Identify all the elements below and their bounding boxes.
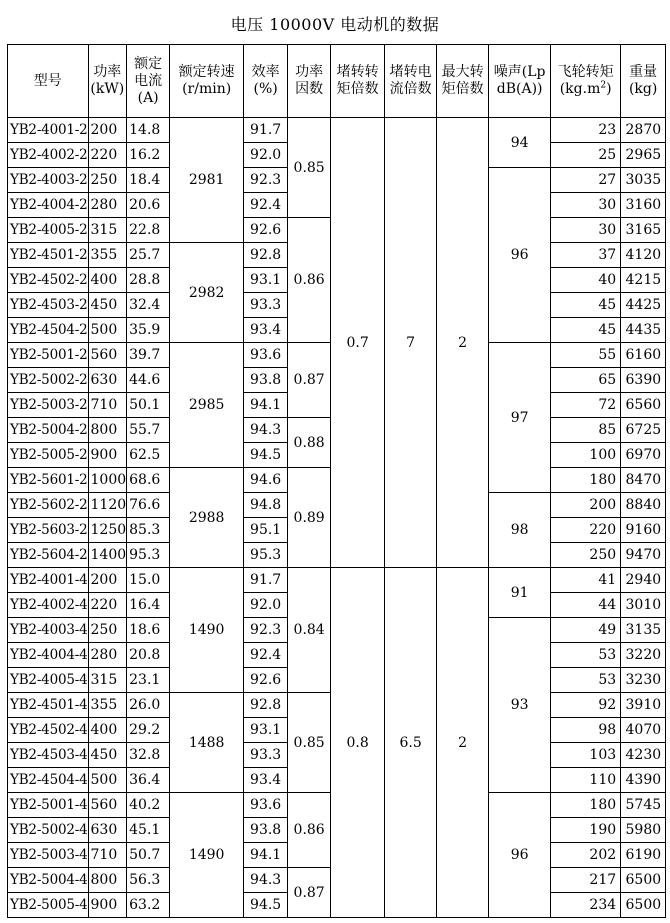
model-cell: YB2-4003-4: [8, 618, 89, 643]
efficiency-cell: 92.4: [244, 193, 288, 218]
power-cell: 800: [88, 868, 127, 893]
model-cell: YB2-5004-2: [8, 418, 89, 443]
efficiency-cell: 95.1: [244, 518, 288, 543]
rated-current-cell: 18.6: [127, 618, 170, 643]
efficiency-cell: 93.6: [244, 793, 288, 818]
rated-current-cell: 76.6: [127, 493, 170, 518]
model-cell: YB2-5001-4: [8, 793, 89, 818]
power-cell: 630: [88, 818, 127, 843]
power-cell: 900: [88, 443, 127, 468]
rated-current-cell: 16.4: [127, 593, 170, 618]
header-row: [8, 45, 666, 118]
rated-current-cell: 50.1: [127, 393, 170, 418]
weight-cell: 4390: [621, 768, 666, 793]
model-cell: YB2-4001-4: [8, 568, 89, 593]
weight-cell: 6500: [621, 868, 666, 893]
rated-current-cell: 85.3: [127, 518, 170, 543]
weight-cell: 8840: [621, 493, 666, 518]
weight-cell: 4070: [621, 718, 666, 743]
noise-cell: 96: [489, 793, 551, 918]
flywheel-torque-cell: 23: [551, 118, 621, 143]
speed-cell: 1490: [170, 793, 244, 918]
model-cell: YB2-4002-4: [8, 593, 89, 618]
efficiency-cell: 94.6: [244, 468, 288, 493]
power-cell: 710: [88, 393, 127, 418]
model-cell: YB2-5002-4: [8, 818, 89, 843]
flywheel-torque-cell: 45: [551, 293, 621, 318]
efficiency-cell: 93.8: [244, 368, 288, 393]
rated-current-cell: 55.7: [127, 418, 170, 443]
rated-current-cell: 32.8: [127, 743, 170, 768]
efficiency-cell: 92.4: [244, 643, 288, 668]
flywheel-torque-cell: 85: [551, 418, 621, 443]
weight-cell: 4425: [621, 293, 666, 318]
flywheel-torque-cell: 110: [551, 768, 621, 793]
header-rated-current: 额定 电流 (A): [127, 45, 170, 118]
model-cell: YB2-5602-2: [8, 493, 89, 518]
weight-cell: 4215: [621, 268, 666, 293]
speed-cell: 2982: [170, 243, 244, 343]
header-rated-speed: 额定转速 (r/min): [170, 45, 244, 118]
weight-cell: 4230: [621, 743, 666, 768]
table-row: [8, 568, 666, 593]
rated-current-cell: 68.6: [127, 468, 170, 493]
flywheel-torque-cell: 30: [551, 193, 621, 218]
flywheel-torque-cell: 250: [551, 543, 621, 568]
rated-current-cell: 40.2: [127, 793, 170, 818]
weight-cell: 5745: [621, 793, 666, 818]
power-cell: 630: [88, 368, 127, 393]
rated-current-cell: 16.2: [127, 143, 170, 168]
weight-cell: 2965: [621, 143, 666, 168]
power-factor-cell: 0.88: [288, 418, 331, 468]
power-factor-cell: 0.89: [288, 468, 331, 568]
weight-cell: 6500: [621, 893, 666, 918]
rated-current-cell: 62.5: [127, 443, 170, 468]
power-cell: 1250: [88, 518, 127, 543]
noise-cell: 93: [489, 618, 551, 793]
flywheel-torque-cell: 41: [551, 568, 621, 593]
header-weight: 重量 (kg): [621, 45, 666, 118]
weight-cell: 4435: [621, 318, 666, 343]
model-cell: YB2-4503-2: [8, 293, 89, 318]
header-noise: 噪声(Lp dB(A)): [489, 45, 551, 118]
power-cell: 250: [88, 618, 127, 643]
flywheel-torque-cell: 27: [551, 168, 621, 193]
power-cell: 710: [88, 843, 127, 868]
efficiency-cell: 94.3: [244, 868, 288, 893]
rated-current-cell: 20.8: [127, 643, 170, 668]
rated-current-cell: 50.7: [127, 843, 170, 868]
model-cell: YB2-5003-2: [8, 393, 89, 418]
flywheel-torque-cell: 40: [551, 268, 621, 293]
flywheel-torque-cell: 180: [551, 468, 621, 493]
power-cell: 1400: [88, 543, 127, 568]
efficiency-cell: 92.0: [244, 143, 288, 168]
flywheel-torque-cell: 45: [551, 318, 621, 343]
power-factor-cell: 0.84: [288, 568, 331, 693]
flywheel-torque-cell: 53: [551, 668, 621, 693]
flywheel-torque-cell: 220: [551, 518, 621, 543]
rated-current-cell: 23.1: [127, 668, 170, 693]
weight-cell: 4120: [621, 243, 666, 268]
header-stall-current: 堵转电 流倍数: [385, 45, 437, 118]
flywheel-torque-cell: 92: [551, 693, 621, 718]
header-power-factor: 功率 因数: [288, 45, 331, 118]
power-cell: 315: [88, 218, 127, 243]
header-model: 型号: [8, 45, 89, 118]
max-torque-cell: 2: [437, 118, 489, 568]
efficiency-cell: 93.4: [244, 318, 288, 343]
power-cell: 450: [88, 743, 127, 768]
model-cell: YB2-4004-2: [8, 193, 89, 218]
rated-current-cell: 20.6: [127, 193, 170, 218]
table-row: [8, 118, 666, 143]
efficiency-cell: 95.3: [244, 543, 288, 568]
weight-cell: 2870: [621, 118, 666, 143]
flywheel-torque-cell: 44: [551, 593, 621, 618]
efficiency-cell: 92.0: [244, 593, 288, 618]
efficiency-cell: 94.1: [244, 843, 288, 868]
model-cell: YB2-4502-2: [8, 268, 89, 293]
flywheel-torque-cell: 180: [551, 793, 621, 818]
power-cell: 560: [88, 343, 127, 368]
weight-cell: 3230: [621, 668, 666, 693]
power-cell: 355: [88, 243, 127, 268]
weight-cell: 3220: [621, 643, 666, 668]
flywheel-torque-cell: 234: [551, 893, 621, 918]
rated-current-cell: 15.0: [127, 568, 170, 593]
weight-cell: 6970: [621, 443, 666, 468]
model-cell: YB2-4502-4: [8, 718, 89, 743]
model-cell: YB2-5005-2: [8, 443, 89, 468]
model-cell: YB2-4501-4: [8, 693, 89, 718]
rated-current-cell: 18.4: [127, 168, 170, 193]
power-cell: 450: [88, 293, 127, 318]
power-cell: 900: [88, 893, 127, 918]
power-cell: 400: [88, 268, 127, 293]
rated-current-cell: 39.7: [127, 343, 170, 368]
model-cell: YB2-5005-4: [8, 893, 89, 918]
weight-cell: 2940: [621, 568, 666, 593]
flywheel-torque-cell: 217: [551, 868, 621, 893]
efficiency-cell: 91.7: [244, 118, 288, 143]
noise-cell: 97: [489, 343, 551, 493]
efficiency-cell: 92.3: [244, 168, 288, 193]
flywheel-torque-cell: 65: [551, 368, 621, 393]
power-cell: 280: [88, 193, 127, 218]
weight-cell: 3160: [621, 193, 666, 218]
noise-cell: 91: [489, 568, 551, 618]
noise-cell: 96: [489, 168, 551, 343]
rated-current-cell: 56.3: [127, 868, 170, 893]
power-cell: 220: [88, 143, 127, 168]
weight-cell: 9470: [621, 543, 666, 568]
weight-cell: 3010: [621, 593, 666, 618]
header-max-torque: 最大转 矩倍数: [437, 45, 489, 118]
rated-current-cell: 95.3: [127, 543, 170, 568]
model-cell: YB2-4005-2: [8, 218, 89, 243]
weight-cell: 6390: [621, 368, 666, 393]
rated-current-cell: 28.8: [127, 268, 170, 293]
power-cell: 280: [88, 643, 127, 668]
stall-current-cell: 7: [385, 118, 437, 568]
efficiency-cell: 93.6: [244, 343, 288, 368]
rated-current-cell: 29.2: [127, 718, 170, 743]
rated-current-cell: 45.1: [127, 818, 170, 843]
flywheel-torque-cell: 98: [551, 718, 621, 743]
speed-cell: 2985: [170, 343, 244, 468]
power-cell: 1000: [88, 468, 127, 493]
rated-current-cell: 44.6: [127, 368, 170, 393]
weight-cell: 3035: [621, 168, 666, 193]
efficiency-cell: 93.8: [244, 818, 288, 843]
efficiency-cell: 92.8: [244, 243, 288, 268]
model-cell: YB2-5003-4: [8, 843, 89, 868]
motor-data-table: [7, 44, 666, 918]
rated-current-cell: 32.4: [127, 293, 170, 318]
rated-current-cell: 14.8: [127, 118, 170, 143]
model-cell: YB2-5604-2: [8, 543, 89, 568]
rated-current-cell: 63.2: [127, 893, 170, 918]
model-cell: YB2-4504-2: [8, 318, 89, 343]
flywheel-torque-cell: 30: [551, 218, 621, 243]
efficiency-cell: 93.1: [244, 268, 288, 293]
power-cell: 500: [88, 768, 127, 793]
model-cell: YB2-5603-2: [8, 518, 89, 543]
stall-torque-cell: 0.8: [331, 568, 385, 918]
weight-cell: 6560: [621, 393, 666, 418]
power-factor-cell: 0.87: [288, 868, 331, 918]
efficiency-cell: 94.5: [244, 893, 288, 918]
efficiency-cell: 92.8: [244, 693, 288, 718]
header-power: 功率 (kW): [88, 45, 127, 118]
efficiency-cell: 92.6: [244, 218, 288, 243]
model-cell: YB2-4004-4: [8, 643, 89, 668]
efficiency-cell: 93.3: [244, 293, 288, 318]
model-cell: YB2-5002-2: [8, 368, 89, 393]
efficiency-cell: 94.8: [244, 493, 288, 518]
weight-cell: 9160: [621, 518, 666, 543]
table-body: [8, 118, 666, 918]
weight-cell: 6190: [621, 843, 666, 868]
header-efficiency: 效率 (%): [244, 45, 288, 118]
flywheel-torque-cell: 100: [551, 443, 621, 468]
weight-cell: 6160: [621, 343, 666, 368]
flywheel-torque-cell: 190: [551, 818, 621, 843]
flywheel-torque-cell: 53: [551, 643, 621, 668]
power-cell: 500: [88, 318, 127, 343]
model-cell: YB2-4501-2: [8, 243, 89, 268]
efficiency-cell: 93.3: [244, 743, 288, 768]
weight-cell: 3165: [621, 218, 666, 243]
flywheel-torque-cell: 25: [551, 143, 621, 168]
flywheel-torque-cell: 200: [551, 493, 621, 518]
power-cell: 200: [88, 118, 127, 143]
flywheel-torque-cell: 55: [551, 343, 621, 368]
weight-cell: 3135: [621, 618, 666, 643]
rated-current-cell: 35.9: [127, 318, 170, 343]
efficiency-cell: 91.7: [244, 568, 288, 593]
model-cell: YB2-4001-2: [8, 118, 89, 143]
noise-cell: 98: [489, 493, 551, 568]
power-factor-cell: 0.86: [288, 218, 331, 343]
rated-current-cell: 25.7: [127, 243, 170, 268]
noise-cell: 94: [489, 118, 551, 168]
efficiency-cell: 92.6: [244, 668, 288, 693]
model-cell: YB2-4504-4: [8, 768, 89, 793]
power-cell: 250: [88, 168, 127, 193]
flywheel-torque-cell: 72: [551, 393, 621, 418]
weight-cell: 6725: [621, 418, 666, 443]
flywheel-torque-cell: 103: [551, 743, 621, 768]
efficiency-cell: 94.5: [244, 443, 288, 468]
power-cell: 200: [88, 568, 127, 593]
header-flywheel-torque: 飞轮转矩 $(kg.m^2)$: [551, 45, 621, 118]
power-factor-cell: 0.85: [288, 693, 331, 793]
max-torque-cell: 2: [437, 568, 489, 918]
rated-current-cell: 22.8: [127, 218, 170, 243]
power-cell: 315: [88, 668, 127, 693]
stall-current-cell: 6.5: [385, 568, 437, 918]
model-cell: YB2-5001-2: [8, 343, 89, 368]
model-cell: YB2-4003-2: [8, 168, 89, 193]
model-cell: YB2-4503-4: [8, 743, 89, 768]
power-factor-cell: 0.86: [288, 793, 331, 868]
speed-cell: 2981: [170, 118, 244, 243]
weight-cell: 8470: [621, 468, 666, 493]
weight-cell: 5980: [621, 818, 666, 843]
rated-current-cell: 26.0: [127, 693, 170, 718]
efficiency-cell: 94.3: [244, 418, 288, 443]
flywheel-torque-cell: 37: [551, 243, 621, 268]
model-cell: YB2-4005-4: [8, 668, 89, 693]
power-cell: 1120: [88, 493, 127, 518]
power-cell: 355: [88, 693, 127, 718]
power-cell: 560: [88, 793, 127, 818]
speed-cell: 2988: [170, 468, 244, 568]
power-factor-cell: 0.87: [288, 343, 331, 418]
efficiency-cell: 93.4: [244, 768, 288, 793]
power-cell: 800: [88, 418, 127, 443]
power-cell: 400: [88, 718, 127, 743]
model-cell: YB2-5601-2: [8, 468, 89, 493]
power-cell: 220: [88, 593, 127, 618]
header-stall-torque: 堵转转 矩倍数: [331, 45, 385, 118]
efficiency-cell: 93.1: [244, 718, 288, 743]
flywheel-torque-cell: 49: [551, 618, 621, 643]
power-factor-cell: 0.85: [288, 118, 331, 218]
stall-torque-cell: 0.7: [331, 118, 385, 568]
efficiency-cell: 92.3: [244, 618, 288, 643]
model-cell: YB2-5004-4: [8, 868, 89, 893]
page-title: 电压 10000V 电动机的数据: [230, 15, 440, 34]
weight-cell: 3910: [621, 693, 666, 718]
efficiency-cell: 94.1: [244, 393, 288, 418]
rated-current-cell: 36.4: [127, 768, 170, 793]
flywheel-torque-cell: 202: [551, 843, 621, 868]
speed-cell: 1488: [170, 693, 244, 793]
speed-cell: 1490: [170, 568, 244, 693]
model-cell: YB2-4002-2: [8, 143, 89, 168]
